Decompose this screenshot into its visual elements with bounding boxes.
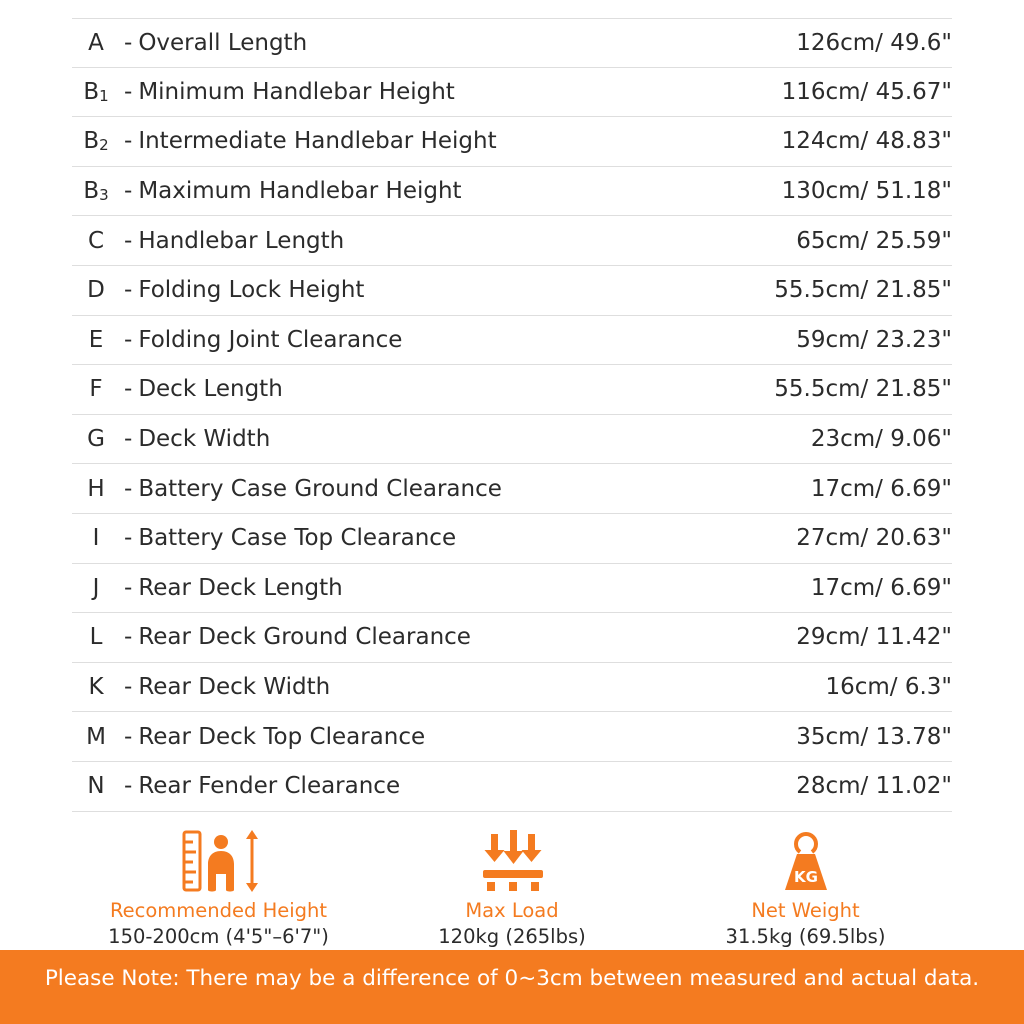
row-key: K	[88, 674, 104, 701]
row-label	[120, 575, 682, 601]
row-label	[120, 228, 682, 254]
row-dash: -	[124, 426, 133, 453]
row-value: 126cm/ 49.6"	[796, 29, 952, 56]
max-load-arrows-icon	[366, 828, 659, 892]
table-row	[72, 365, 952, 415]
row-label-text: Rear Deck Top Clearance	[138, 723, 426, 750]
row-value: 23cm/ 9.06"	[810, 426, 952, 453]
stat-title: Net Weight	[751, 898, 860, 922]
row-label-text: Maximum Handlebar Height	[138, 178, 462, 205]
row-label	[120, 724, 682, 750]
row-value: 27cm/ 20.63"	[796, 525, 952, 552]
row-value: 130cm/ 51.18"	[781, 178, 952, 205]
row-label-text: Battery Case Top Clearance	[138, 525, 457, 552]
row-dash: -	[124, 475, 133, 502]
table-row	[72, 613, 952, 663]
row-label	[120, 525, 682, 551]
row-label-text: Rear Deck Length	[138, 574, 343, 601]
row-label-text: Minimum Handlebar Height	[138, 78, 455, 105]
row-label	[120, 178, 682, 204]
row-label	[120, 79, 682, 105]
row-label-text: Handlebar Length	[138, 227, 345, 254]
row-dash: -	[124, 78, 133, 105]
row-key: I	[92, 525, 100, 552]
row-label	[120, 376, 682, 402]
row-dash: -	[124, 674, 133, 701]
row-dash: -	[124, 277, 133, 304]
row-value: 55.5cm/ 21.85"	[774, 376, 952, 403]
row-key: A	[88, 29, 104, 56]
row-value: 124cm/ 48.83"	[781, 128, 952, 155]
row-dash: -	[124, 525, 133, 552]
row-value: 28cm/ 11.02"	[796, 773, 952, 800]
table-row	[72, 514, 952, 564]
row-label	[120, 624, 682, 650]
row-dash: -	[124, 227, 133, 254]
row-label-text: Battery Case Ground Clearance	[138, 475, 502, 502]
table-row	[72, 464, 952, 514]
row-value: 29cm/ 11.42"	[796, 624, 952, 651]
row-key: J	[92, 574, 100, 601]
row-label-text: Deck Width	[138, 426, 271, 453]
row-label-text: Overall Length	[138, 29, 308, 56]
table-row	[72, 415, 952, 465]
row-key: N	[87, 773, 105, 800]
row-value: 35cm/ 13.78"	[796, 723, 952, 750]
row-key: L	[89, 624, 103, 651]
row-key: B3	[83, 178, 109, 205]
weight-kg-icon	[659, 828, 952, 892]
row-label	[120, 128, 682, 154]
row-label-text: Rear Fender Clearance	[138, 773, 401, 800]
row-label	[120, 327, 682, 353]
row-key: B1	[83, 78, 109, 105]
table-row	[72, 663, 952, 713]
table-row	[72, 564, 952, 614]
row-key-subscript: 1	[99, 86, 109, 105]
table-row	[72, 266, 952, 316]
row-label	[120, 773, 682, 799]
row-key-subscript: 2	[99, 136, 109, 155]
table-row	[72, 167, 952, 217]
svg-text:KG: KG	[793, 867, 818, 886]
table-row	[72, 216, 952, 266]
stat-title: Recommended Height	[109, 898, 328, 922]
row-key: B2	[83, 128, 109, 155]
row-key: D	[87, 277, 105, 304]
row-value: 59cm/ 23.23"	[796, 326, 952, 353]
row-dash: -	[124, 376, 133, 403]
specifications-table	[72, 18, 952, 812]
summary-stats	[72, 828, 952, 950]
row-label	[120, 30, 682, 56]
table-row	[72, 316, 952, 366]
row-key: E	[88, 326, 104, 353]
stat-max-load	[366, 828, 659, 950]
row-label	[120, 277, 682, 303]
row-dash: -	[124, 773, 133, 800]
row-value: 55.5cm/ 21.85"	[774, 277, 952, 304]
row-key: C	[87, 227, 105, 254]
row-value: 116cm/ 45.67"	[781, 78, 952, 105]
stat-recommended-height	[72, 828, 365, 950]
row-label-text: Rear Deck Ground Clearance	[138, 624, 471, 651]
row-value: 17cm/ 6.69"	[810, 574, 952, 601]
row-value: 17cm/ 6.69"	[810, 475, 952, 502]
row-label-text: Deck Length	[138, 376, 283, 403]
row-label-text: Intermediate Handlebar Height	[138, 128, 497, 155]
stat-title: Max Load	[465, 898, 559, 922]
row-key: M	[86, 723, 106, 750]
stat-value: 31.5kg (69.5lbs)	[725, 924, 886, 948]
row-key: H	[87, 475, 105, 502]
row-dash: -	[124, 624, 133, 651]
footer-note: Please Note: There may be a difference of 0~3cm between measured and actual data.	[0, 950, 1024, 1024]
row-dash: -	[124, 128, 133, 155]
row-label	[120, 426, 682, 452]
row-key: F	[89, 376, 103, 403]
row-value: 65cm/ 25.59"	[796, 227, 952, 254]
row-label	[120, 674, 682, 700]
row-key-subscript: 3	[99, 186, 109, 205]
row-label-text: Folding Lock Height	[138, 277, 365, 304]
row-dash: -	[124, 574, 133, 601]
table-row	[72, 68, 952, 118]
stat-net-weight	[659, 828, 952, 950]
row-label-text: Rear Deck Width	[138, 674, 331, 701]
row-dash: -	[124, 29, 133, 56]
row-dash: -	[124, 326, 133, 353]
row-key: G	[87, 426, 105, 453]
table-row	[72, 762, 952, 812]
row-value: 16cm/ 6.3"	[825, 674, 952, 701]
row-dash: -	[124, 723, 133, 750]
stat-value: 150-200cm (4'5"–6'7")	[108, 924, 329, 948]
stat-value: 120kg (265lbs)	[438, 924, 586, 948]
table-row	[72, 712, 952, 762]
row-label	[120, 476, 682, 502]
row-dash: -	[124, 178, 133, 205]
table-row	[72, 117, 952, 167]
table-row	[72, 18, 952, 68]
height-ruler-person-icon	[72, 828, 365, 892]
row-label-text: Folding Joint Clearance	[138, 326, 403, 353]
